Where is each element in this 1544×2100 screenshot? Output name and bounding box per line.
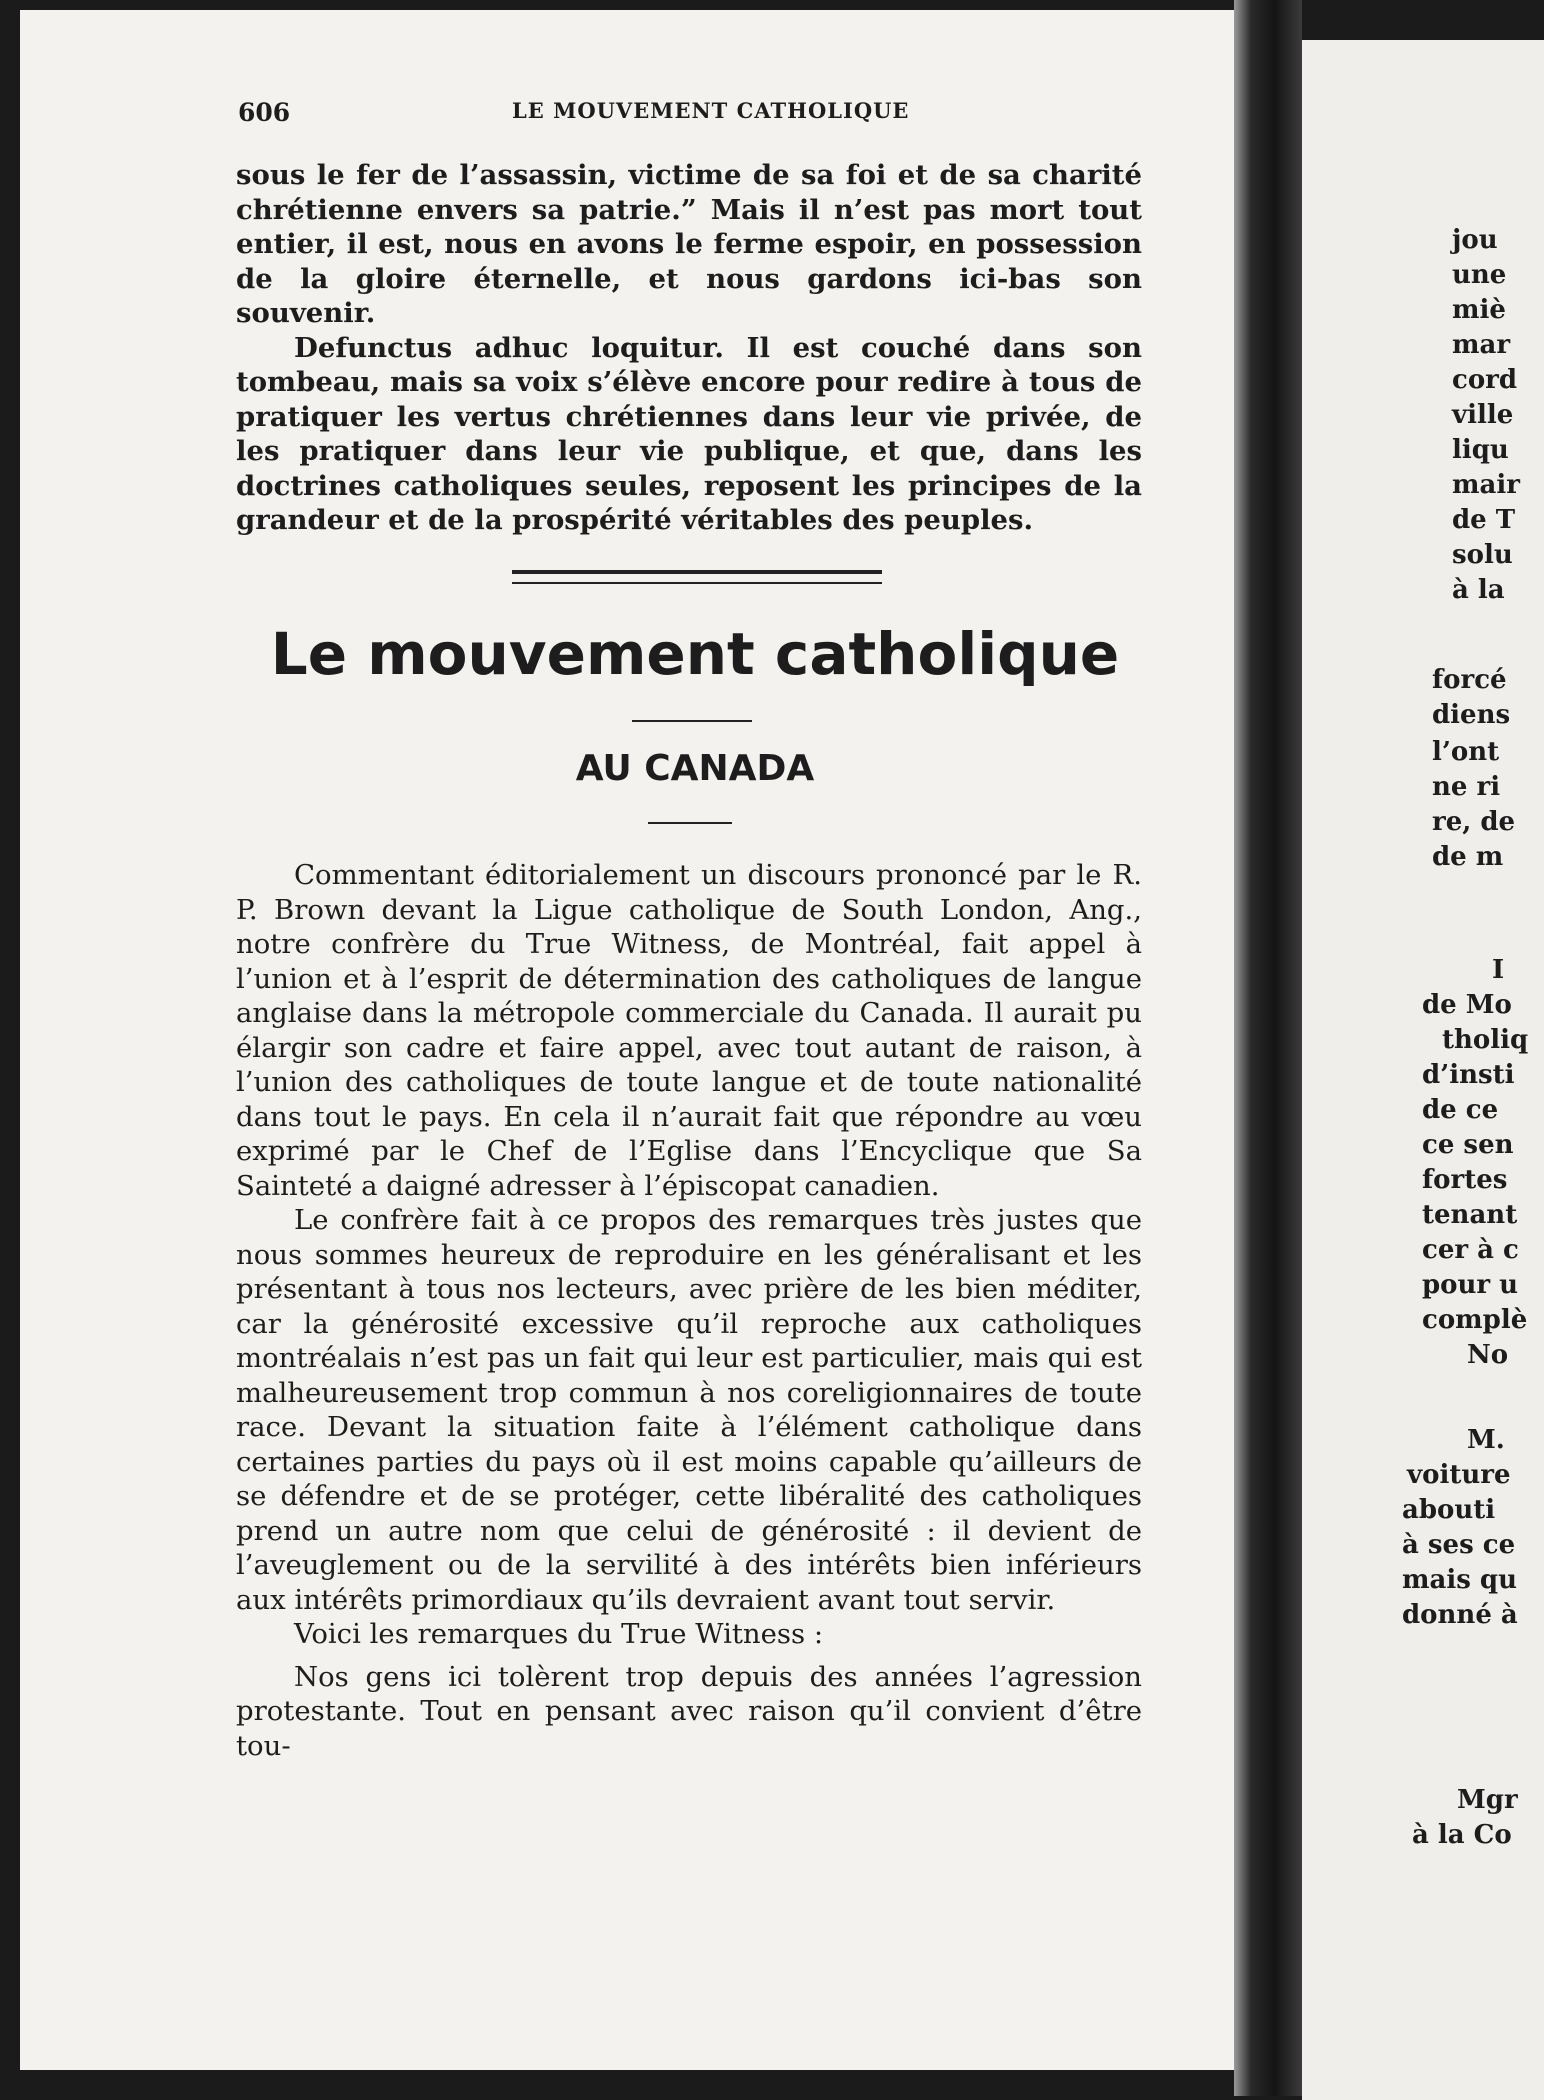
facing-page-line: liqu — [1452, 435, 1509, 465]
facing-page-line: à la — [1452, 575, 1505, 605]
facing-page-line: ville — [1452, 400, 1514, 430]
facing-page-line: donné à — [1402, 1600, 1518, 1630]
facing-page-line: forcé — [1432, 665, 1507, 695]
facing-page-line: de m — [1432, 842, 1504, 872]
facing-page-line: tenant — [1422, 1200, 1518, 1230]
body-paragraph-2: Le confrère fait à ce propos des remarques très justes que nous sommes heureux de reproduire en les généralisant et les présentant à tous nos lecteurs, avec prière de les bien méditer, car la générosité excessive qu’il reproche aux catholiques montréalais n’est pas un fait qui leur est particulier, mais qui est malheureusement trop commun à nos coreligionnaires de toute race. Devant la situation faite à l’élément catholique dans certaines parties du pays où il est moins capable qu’ailleurs de se défendre et de se protéger, cette libéralité des catholiques prend un autre nom que celui de générosité : il devient de l’aveuglement ou de la servilité à des intérêts bien inférieurs aux intérêts primordiaux qu’ils devraient avant tout servir. — [236, 1204, 1142, 1616]
body-text — [236, 858, 1142, 1763]
facing-page-line: miè — [1452, 295, 1506, 325]
facing-page-line: mair — [1452, 470, 1520, 500]
facing-page-line: re, de — [1432, 807, 1516, 837]
facing-page-line: voiture — [1407, 1460, 1511, 1490]
facing-page-line: diens — [1432, 700, 1511, 730]
facing-page-line: complè — [1422, 1305, 1528, 1335]
facing-page-line: ce sen — [1422, 1130, 1514, 1160]
section-subtitle: AU CANADA — [575, 748, 815, 789]
facing-page-line: à la Co — [1412, 1820, 1512, 1850]
facing-page-line: M. — [1467, 1425, 1505, 1455]
facing-page-line: mar — [1452, 330, 1511, 360]
facing-page-line: ne ri — [1432, 772, 1501, 802]
facing-page-line: I — [1492, 955, 1505, 985]
facing-page-line: abouti — [1402, 1495, 1496, 1525]
book-gutter — [1234, 0, 1302, 2096]
facing-page-line: de ce — [1422, 1095, 1499, 1125]
facing-page-line: une — [1452, 260, 1507, 290]
intro-text — [236, 158, 1142, 538]
page-number: 606 — [238, 98, 291, 127]
section-title: Le mouvement catholique — [270, 620, 1120, 688]
facing-page-line: Mgr — [1457, 1785, 1518, 1815]
facing-page-line: solu — [1452, 540, 1513, 570]
body-paragraph-1: Commentant éditorialement un discours prononcé par le R. P. Brown devant la Ligue catholique de South London, Ang., notre confrère du True Witness, de Montréal, fait appel à l’union et à l’esprit de détermination des catholiques de langue anglaise dans la métropole commerciale du Canada. Il aurait pu élargir son cadre et faire appel, avec tout autant de raison, à l’union des catholiques de toute langue et de toute nationalité dans tout le pays. En cela il n’aurait fait que répondre au vœu exprimé par le Chef de l’Eglise dans l’Encyclique que Sa Sainteté a daigné adresser à l’épiscopat canadien. — [236, 859, 1142, 1202]
quote-paragraph: Nos gens ici tolèrent trop depuis des années l’agression protestante. Tout en pensant avec raison qu’il convient d’être tou- — [236, 1660, 1142, 1762]
facing-page-line: mais qu — [1402, 1565, 1518, 1595]
facing-page-line: No — [1467, 1340, 1509, 1370]
facing-page-line: de Mo — [1422, 990, 1512, 1020]
facing-page-line: l’ont — [1432, 737, 1500, 767]
facing-page-line: de T — [1452, 505, 1516, 535]
facing-page-line: cer à c — [1422, 1235, 1519, 1265]
subtitle-divider — [648, 822, 732, 824]
running-title: LE MOUVEMENT CATHOLIQUE — [512, 98, 910, 123]
body-paragraph-3: Voici les remarques du True Witness : — [294, 1618, 824, 1650]
facing-page-line: cord — [1452, 365, 1518, 395]
facing-page-line: à ses ce — [1402, 1530, 1516, 1560]
intro-paragraph-2: Defunctus adhuc loquitur. Il est couché dans son tombeau, mais sa voix s’élève encore pour redire à tous de pratiquer les vertus chrétiennes dans leur vie privée, de les pratiquer dans leur vie publique, et que, dans les doctrines catholiques seules, reposent les principes de la grandeur et de la prospérité véritables des peuples. — [236, 331, 1142, 536]
section-rule-bottom — [512, 582, 882, 584]
facing-page-line: d’insti — [1422, 1060, 1515, 1090]
facing-page — [1302, 40, 1544, 2100]
facing-page-line: tholiq — [1442, 1025, 1529, 1055]
facing-page-line: fortes — [1422, 1165, 1508, 1195]
facing-page-line: pour u — [1422, 1270, 1519, 1300]
facing-page-line: jou — [1452, 225, 1498, 255]
intro-paragraph-1: sous le fer de l’assassin, victime de sa foi et de sa charité chrétienne envers sa patrie.” Mais il n’est pas mort tout entier, il est, nous en avons le ferme espoir, en possession de la gloire éternelle, et nous gardons ici-bas son souvenir. — [236, 159, 1142, 329]
section-rule-top — [512, 570, 882, 574]
title-divider — [632, 720, 752, 722]
